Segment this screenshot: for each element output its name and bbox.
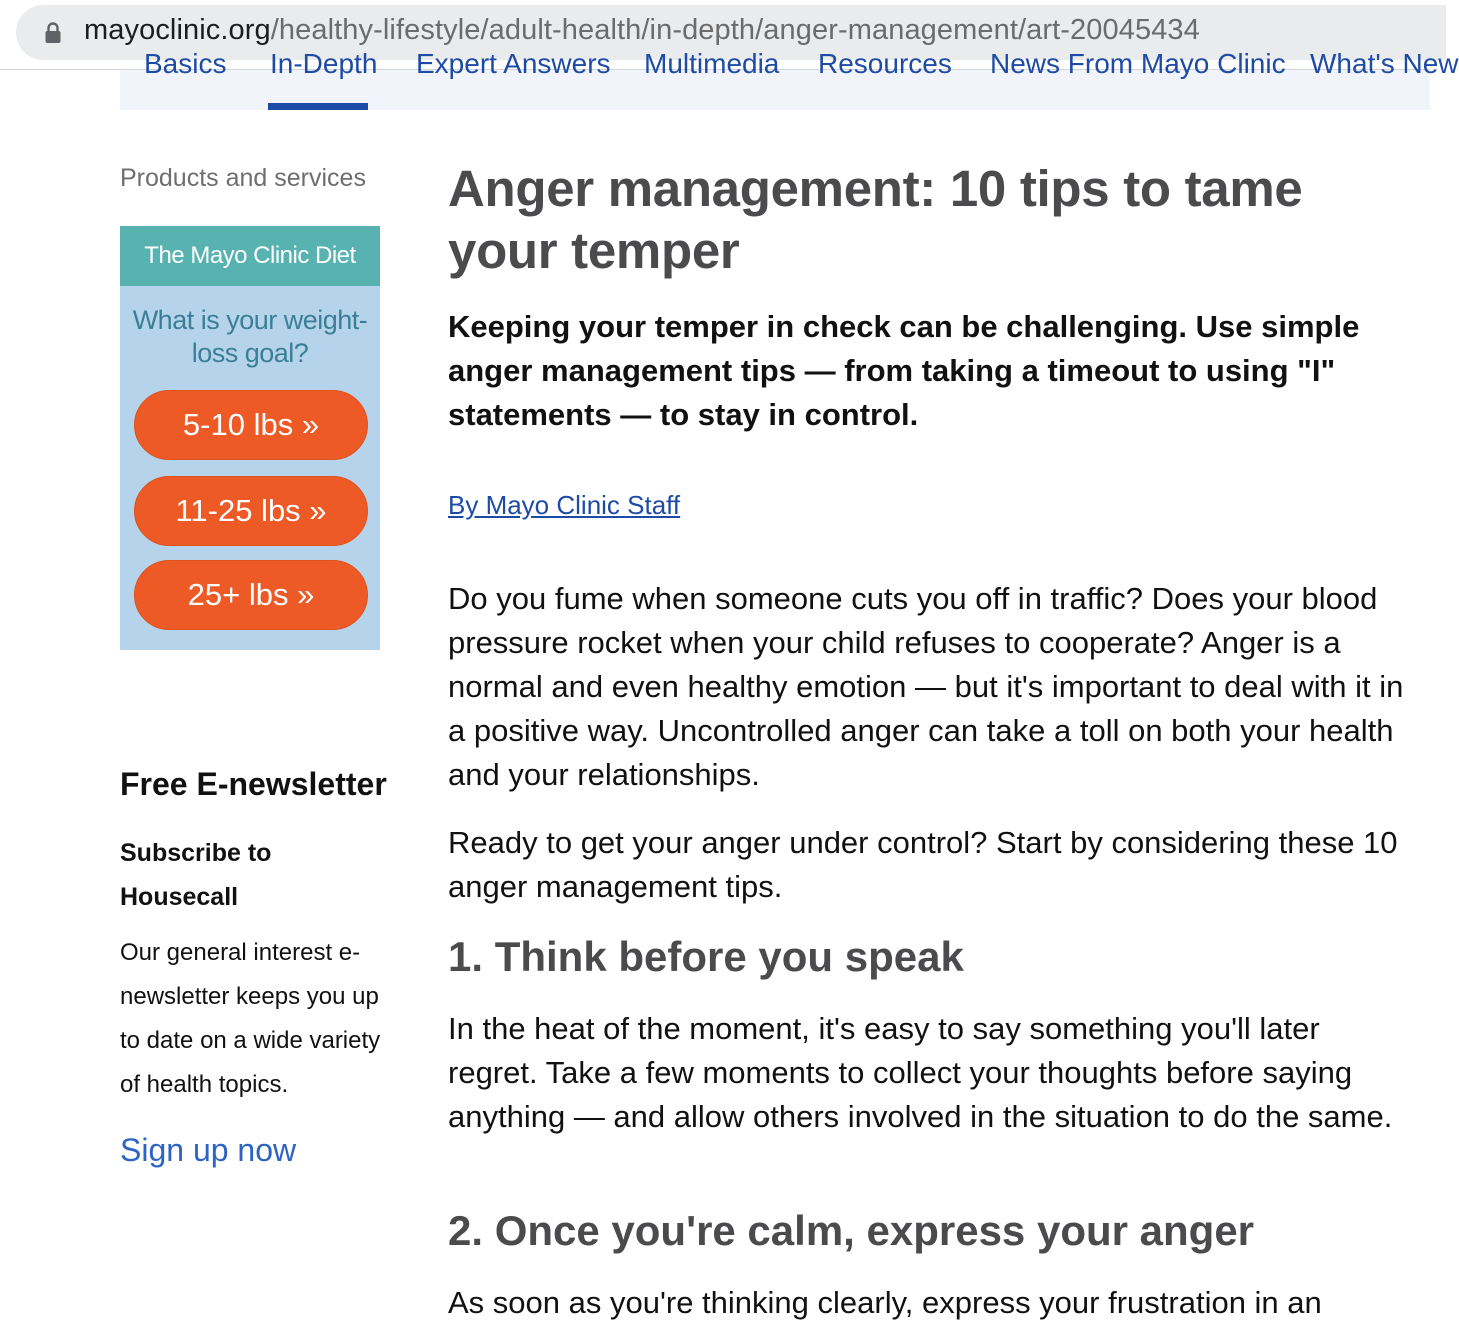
newsletter-heading: Free E-newsletter [120,766,387,802]
products-and-services-label: Products and services [120,164,366,192]
lock-icon [44,21,62,45]
ad-header: The Mayo Clinic Diet [120,226,380,286]
nav-tab-multimedia[interactable]: Multimedia [644,48,780,79]
ad-question: What is your weight-loss goal? [132,305,368,368]
section-2-heading: 2. Once you're calm, express your anger [448,1207,1255,1254]
newsletter-signup-link[interactable]: Sign up now [120,1132,297,1168]
nav-tab-whats-new[interactable]: What's New [1310,48,1459,79]
nav-tab-in-depth[interactable]: In-Depth [270,48,378,79]
url-path: /healthy-lifestyle/adult-health/in-depth/anger-management/art-20045434 [270,14,1200,46]
mayo-diet-ad[interactable] [120,226,380,650]
site-nav [120,48,1459,110]
url-domain: mayoclinic.org [84,14,271,46]
goal-11-25-lbs-button[interactable]: 11-25 lbs » [134,476,368,546]
nav-tab-expert-answers[interactable]: Expert Answers [416,48,611,79]
section-1-heading: 1. Think before you speak [448,933,964,980]
newsletter-subheading: Subscribe to Housecall [120,839,272,911]
article-paragraph-2: Ready to get your anger under control? Start by considering these 10 anger management tips. [448,825,1398,904]
nav-tab-resources[interactable]: Resources [818,48,952,79]
newsletter-description: Our general interest e-newsletter keeps you up to date on a wide variety of health topics. [120,939,381,1098]
goal-5-10-lbs-button[interactable]: 5-10 lbs » [134,390,368,460]
section-1-text: In the heat of the moment, it's easy to say something you'll later regret. Take a few moments to collect your thoughts before saying anything — and allow others involved in the situation to do the same. [448,1011,1393,1134]
goal-25-plus-lbs-button[interactable]: 25+ lbs » [134,560,368,630]
url-text[interactable] [84,14,1200,47]
nav-tab-news[interactable]: News From Mayo Clinic [990,48,1286,79]
article-paragraph-1: Do you fume when someone cuts you off in traffic? Does your blood pressure rocket when your child refuses to cooperate? Anger is a normal and even healthy emotion — but it's important to deal with it in a positive way. Uncontrolled anger can take a toll on both your health and your relationships. [448,581,1404,792]
nav-tab-basics[interactable]: Basics [144,48,227,79]
byline-link[interactable]: By Mayo Clinic Staff [448,490,681,520]
article-title: Anger management: 10 tips to tame your temper [448,160,1303,279]
active-tab-indicator [268,103,368,110]
section-2-text: As soon as you're thinking clearly, express your frustration in an [448,1285,1322,1320]
article-lead: Keeping your temper in check can be challenging. Use simple anger management tips — from taking a timeout to using "I" statements — to stay in control. [448,309,1360,432]
